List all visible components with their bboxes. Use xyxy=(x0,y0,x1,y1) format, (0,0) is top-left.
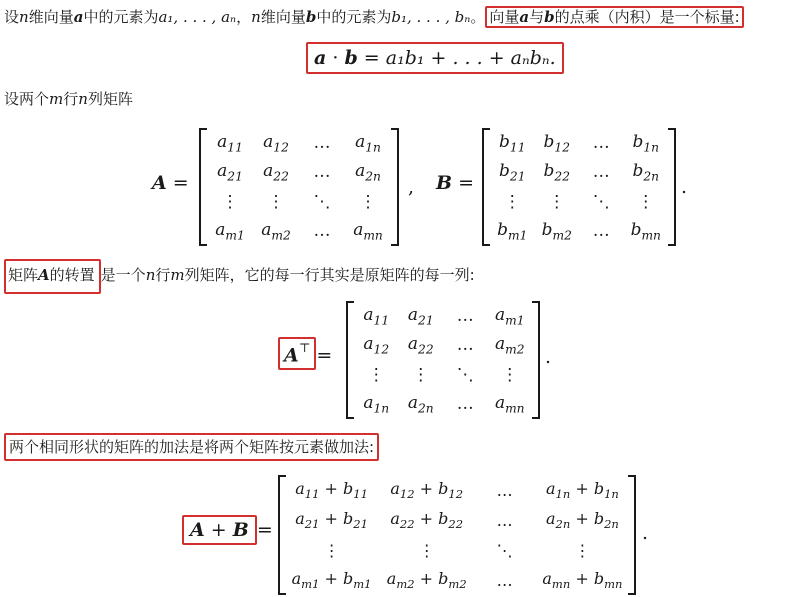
matrix-entry: … xyxy=(313,221,331,242)
math-m: m xyxy=(170,266,185,284)
matrix-entry: … xyxy=(496,510,513,530)
matrix-entry: $a_{m1}$ xyxy=(215,220,245,243)
matrix-entry: ⋮ xyxy=(359,191,377,212)
matrix-entry: $a_{mn}$ xyxy=(353,220,383,243)
text: 设 xyxy=(4,8,20,26)
matrix-b-label xyxy=(436,172,474,194)
dot-product-equation xyxy=(306,42,564,74)
highlight-dot-product xyxy=(485,6,743,28)
matrix-entry: $b_{2n}$ xyxy=(632,161,660,184)
text: 。 xyxy=(470,8,486,26)
math-B: B xyxy=(232,519,249,541)
period: . xyxy=(545,346,552,368)
text: 列矩阵 xyxy=(87,90,133,108)
left-bracket xyxy=(482,128,490,246)
math-vector-a: a xyxy=(314,47,327,69)
text: 向量 xyxy=(489,8,520,26)
equals: = xyxy=(172,172,189,194)
transpose-label xyxy=(278,337,332,370)
math-vector-b: b xyxy=(544,8,555,26)
transpose-paragraph xyxy=(4,259,475,294)
matrix-entry: $a_{m2}$ xyxy=(494,334,525,357)
matrix-entry: $a_{2n}$ xyxy=(407,393,434,416)
math-vector-a: a xyxy=(73,8,84,26)
matrix-entry: $a_{12} + b_{12}$ xyxy=(390,478,464,502)
right-bracket xyxy=(668,128,676,246)
text: 维向量 xyxy=(260,8,306,26)
matrix-a-transpose xyxy=(346,301,540,419)
text: 中的元素为 xyxy=(83,8,159,26)
matrix-entry: $b_{22}$ xyxy=(543,161,570,184)
matrix-entry: ⋱ xyxy=(496,540,513,560)
matrix-a-label xyxy=(152,172,189,194)
matrix-entry: $b_{12}$ xyxy=(543,131,570,154)
matrix-sum xyxy=(278,475,636,595)
matrix-entry: $a_{21} + b_{21}$ xyxy=(295,508,368,532)
period: . xyxy=(642,522,649,544)
matrix-entry: ⋮ xyxy=(548,191,566,212)
matrix-entry: $b_{m2}$ xyxy=(541,220,572,243)
left-bracket xyxy=(346,301,354,419)
equals: = xyxy=(316,344,333,367)
dot-product-rhs: = a₁b₁ + . . . + aₙbₙ. xyxy=(363,47,556,69)
comma: , xyxy=(408,176,415,198)
matrix-entry: $a_{2n} + b_{2n}$ xyxy=(545,508,619,532)
matrix-entry: $a_{22} + b_{22}$ xyxy=(390,508,464,532)
highlight-matrix-addition: 两个相同形状的矩阵的加法是将两个矩阵按元素做加法: xyxy=(4,433,379,461)
matrix-entry: $a_{m1}$ xyxy=(494,304,525,327)
matrix-entry: ⋮ xyxy=(267,191,285,212)
vector-definition-paragraph xyxy=(4,6,744,28)
matrix-entry: $a_{22}$ xyxy=(263,161,289,184)
matrix-entry: $a_{2n}$ xyxy=(355,161,381,184)
text: 与 xyxy=(529,8,545,26)
matrix-entry: ⋮ xyxy=(323,540,340,560)
matrix-entry: $a_{21}$ xyxy=(407,304,434,327)
text: 设两个 xyxy=(4,90,50,108)
addition-paragraph xyxy=(4,433,379,461)
text: 维向量 xyxy=(28,8,74,26)
matrix-entry: ⋮ xyxy=(637,191,655,212)
matrix-entry: ⋮ xyxy=(367,364,385,385)
math-m: m xyxy=(49,90,64,108)
transpose-symbol: ⊤ xyxy=(298,341,311,355)
matrix-entry: … xyxy=(456,335,474,356)
matrix-entry: $a_{mn} + b_{mn}$ xyxy=(542,568,623,592)
math-vector-b: b xyxy=(305,8,317,26)
math-A: A xyxy=(38,266,50,284)
matrix-entry: $a_{21}$ xyxy=(217,161,243,184)
matrix-definition-paragraph xyxy=(4,88,133,110)
math-A: A xyxy=(190,519,205,541)
period: . xyxy=(681,176,688,198)
matrix-entry: ⋮ xyxy=(418,540,435,560)
matrix-entry: $b_{11}$ xyxy=(499,131,526,154)
matrix-entry: $a_{1n} + b_{1n}$ xyxy=(545,478,619,502)
matrix-entry: … xyxy=(496,570,513,590)
math-n: n xyxy=(145,266,156,284)
highlight-a-transpose xyxy=(278,337,316,370)
matrix-entry: $a_{mn}$ xyxy=(494,393,525,416)
math-n: n xyxy=(78,90,88,108)
math-b-sequence: b₁, . . . , bₙ xyxy=(391,8,471,26)
matrix-entry: $a_{11}$ xyxy=(363,304,390,327)
matrix-entry: ⋱ xyxy=(313,191,331,212)
equals: = xyxy=(256,519,273,541)
matrix-entry: … xyxy=(496,480,513,500)
matrix-entry: $a_{1n}$ xyxy=(363,393,390,416)
dot-operator: · xyxy=(332,47,339,69)
matrix-entry: … xyxy=(592,221,610,242)
text: 行 xyxy=(155,266,171,284)
matrix-entry: … xyxy=(592,162,610,183)
text: 矩阵 xyxy=(8,266,39,284)
matrix-entry: $a_{11}$ xyxy=(217,131,243,154)
matrix-entry: $a_{1n}$ xyxy=(355,131,381,154)
matrix-entry: $a_{12}$ xyxy=(363,334,390,357)
matrix-entry: $a_{11} + b_{11}$ xyxy=(295,478,368,502)
matrix-entry: $b_{m1}$ xyxy=(497,220,528,243)
matrix-entry: ⋮ xyxy=(221,191,239,212)
matrix-entry: $b_{mn}$ xyxy=(630,220,661,243)
matrix-entry: ⋮ xyxy=(412,364,430,385)
matrix-b xyxy=(482,128,676,246)
sum-label xyxy=(182,515,273,545)
left-bracket xyxy=(199,128,207,246)
matrix-a xyxy=(199,128,399,246)
matrix-entry: ⋱ xyxy=(456,364,474,385)
matrix-entry: $a_{m1} + b_{m1}$ xyxy=(291,568,372,592)
right-bracket xyxy=(532,301,540,419)
matrix-entry: $a_{m2} + b_{m2}$ xyxy=(386,568,467,592)
right-bracket xyxy=(391,128,399,246)
matrix-entry: $a_{22}$ xyxy=(407,334,434,357)
math-A: A xyxy=(152,172,167,194)
matrix-a-cells xyxy=(207,128,391,246)
math-B: B xyxy=(436,172,453,194)
math-vector-b: b xyxy=(344,47,358,69)
matrix-entry: $a_{m2}$ xyxy=(261,220,291,243)
matrix-entry: … xyxy=(456,305,474,326)
matrix-entry: $b_{1n}$ xyxy=(632,131,660,154)
text: ， xyxy=(236,8,252,26)
matrix-entry: … xyxy=(313,162,331,183)
matrix-entry: … xyxy=(592,132,610,153)
text: 的转置 xyxy=(49,266,95,284)
matrix-entry: ⋱ xyxy=(592,191,610,212)
matrix-b-cells xyxy=(490,128,668,246)
matrix-entry: $a_{12}$ xyxy=(263,131,289,154)
matrix-entry: ⋮ xyxy=(574,540,591,560)
matrix-a-transpose-cells xyxy=(354,301,532,419)
text: 列矩阵，它的每一行其实是原矩阵的每一列: xyxy=(184,266,475,284)
text: 是一个 xyxy=(100,266,146,284)
text: 中的元素为 xyxy=(316,8,392,26)
matrix-entry: ⋮ xyxy=(503,191,521,212)
text: 行 xyxy=(63,90,79,108)
matrix-entry: … xyxy=(313,132,331,153)
matrix-sum-cells xyxy=(284,475,630,595)
highlight-transpose xyxy=(4,259,101,294)
matrix-entry: ⋮ xyxy=(501,364,519,385)
math-n: n xyxy=(19,8,29,26)
equals: = xyxy=(458,172,475,194)
matrix-entry: … xyxy=(456,394,474,415)
highlight-a-plus-b xyxy=(182,515,257,545)
math-a-sequence: a₁, . . . , aₙ xyxy=(158,8,237,26)
math-vector-a: a xyxy=(519,8,530,26)
math-n: n xyxy=(251,8,261,26)
matrix-entry: $b_{21}$ xyxy=(499,161,526,184)
math-A: A xyxy=(284,344,299,367)
plus: + xyxy=(210,519,227,541)
text: 的点乘（内积）是一个标量: xyxy=(554,8,740,26)
